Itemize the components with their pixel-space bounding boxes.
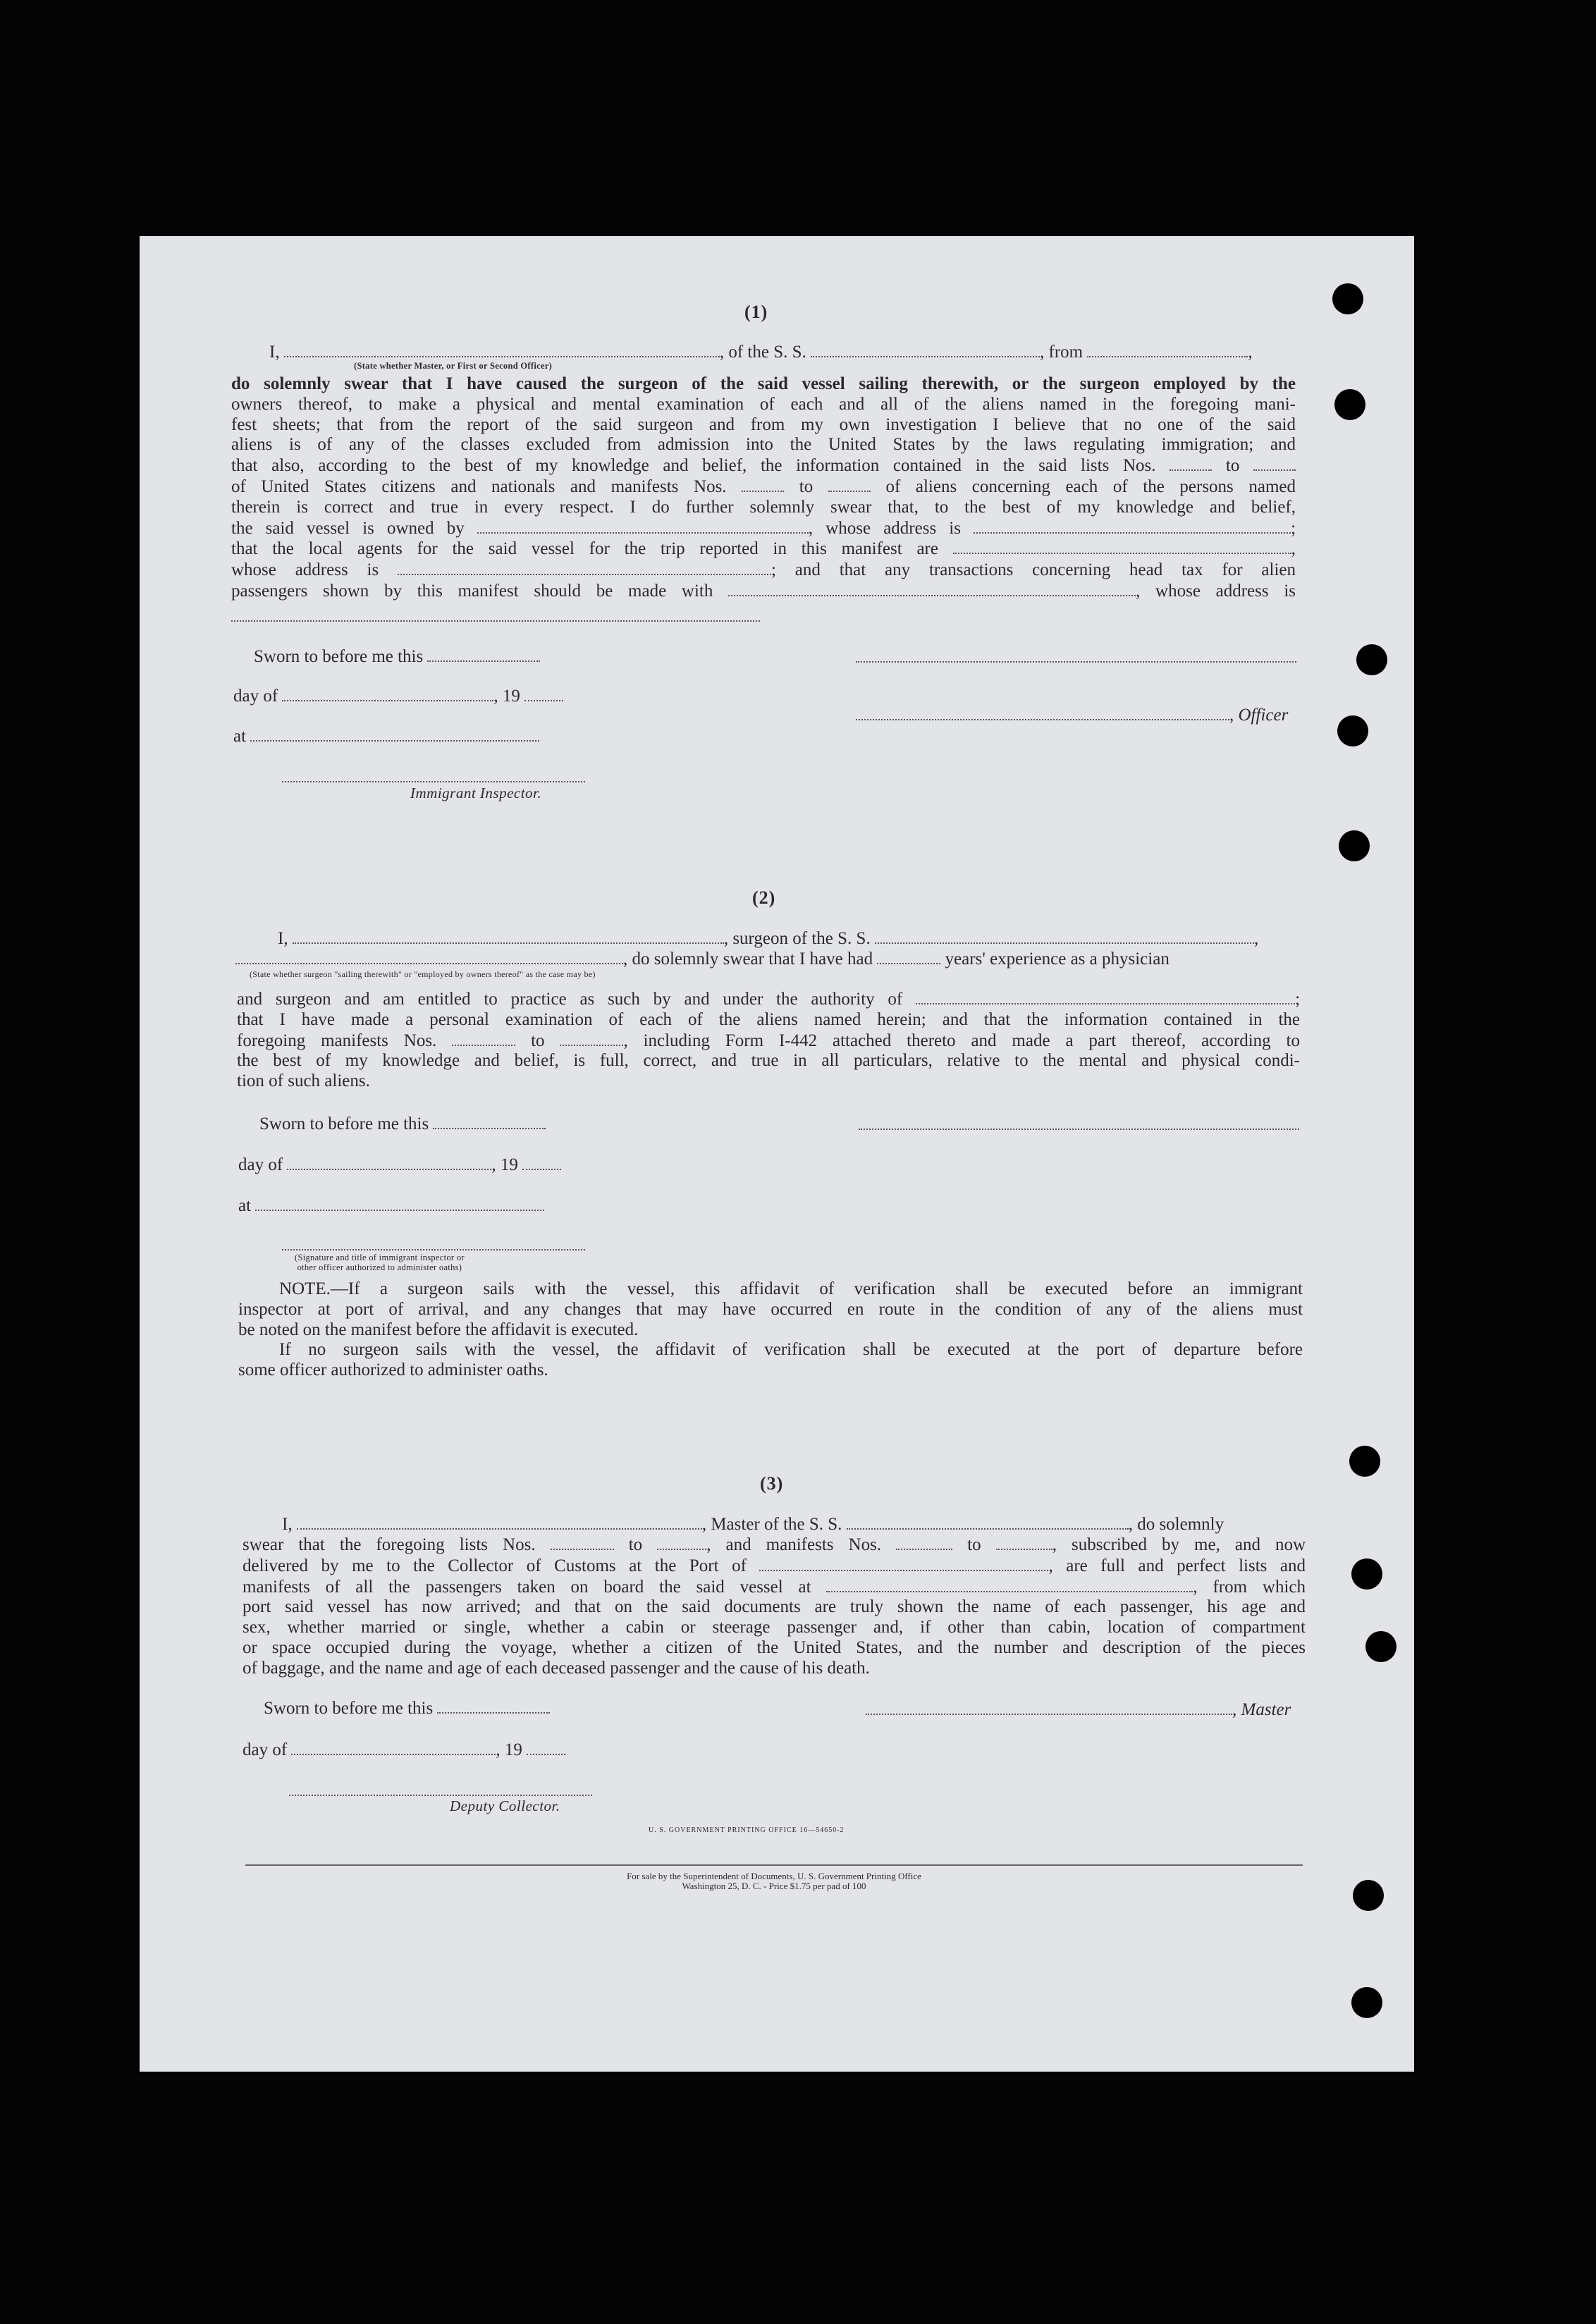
body-line (243, 1577, 1306, 1598)
signature-line[interactable] (856, 661, 1296, 663)
collector-signature-line[interactable] (289, 1795, 592, 1796)
body-line (231, 477, 1296, 498)
lists-from-field[interactable] (551, 1535, 614, 1550)
sworn-day-field[interactable] (433, 1114, 546, 1129)
body-text: , (1291, 539, 1296, 559)
body-text: , and manifests Nos. (706, 1535, 882, 1554)
body-line: of baggage, and the name and age of each deceased passenger and the cause of his death. (243, 1658, 870, 1678)
of-ss-label: , of the S. S. (719, 343, 806, 362)
surgeon-name-field[interactable] (293, 928, 724, 944)
note-line: NOTE.—If a surgeon sails with the vessel, this affidavit of verification shall be executed before an immigrant (279, 1279, 1303, 1298)
day-of-label: day of (238, 1155, 283, 1174)
vessel-name-field[interactable] (847, 1514, 1129, 1530)
punch-hole (1365, 1631, 1396, 1662)
punch-hole (1349, 1446, 1380, 1477)
place-field[interactable] (250, 726, 539, 742)
body-text: ; (1295, 990, 1301, 1009)
body-line (231, 455, 1296, 477)
inspector-signature-line[interactable] (282, 781, 585, 782)
body-line (231, 581, 1296, 602)
owner-field[interactable] (477, 518, 809, 534)
body-text: foregoing manifests Nos. (237, 1031, 437, 1050)
surgeon-caption: (State whether surgeon "sailing therewith" or "employed by owners thereof" as the case may be) (250, 969, 596, 979)
sworn-day-field[interactable] (437, 1698, 550, 1714)
body-text: the said vessel is owned by (231, 518, 465, 538)
years-label: years' experience as a physician (945, 949, 1170, 969)
officer-caption: (State whether Master, or First or Second Officer) (354, 361, 553, 371)
manifests-from-field[interactable] (896, 1535, 952, 1550)
body-text: ; (1291, 518, 1296, 538)
body-line: do solemnly swear that I have caused the surgeon of the said vessel sailing therewith, or the surgeon employed by the (231, 374, 1296, 393)
do-solemnly-label: , do solemnly (1128, 1515, 1224, 1534)
punch-hole (1334, 389, 1365, 420)
head-tax-party-field[interactable] (728, 581, 1136, 596)
section-2-body (237, 989, 1300, 1092)
section-1-number: (1) (744, 302, 768, 322)
caption-line: other officer authorized to administer oaths) (297, 1262, 462, 1272)
officer-name-field[interactable] (284, 342, 720, 357)
body-text: that also, according to the best of my knowledge and belief, the information contained in the said lists Nos. (231, 456, 1156, 476)
body-text: ; and that any transactions concerning head tax for alien (771, 560, 1296, 580)
month-field[interactable] (287, 1155, 491, 1170)
body-line (243, 1535, 1306, 1556)
from-label: , from (1040, 343, 1084, 362)
punch-hole (1353, 1880, 1384, 1911)
lists-to-field[interactable] (1253, 455, 1296, 471)
officer-signature-line (856, 705, 1288, 725)
at-label: at (238, 1196, 252, 1215)
from-port-field[interactable] (1087, 342, 1248, 357)
punch-hole (1332, 283, 1363, 314)
gpo-imprint: U. S. GOVERNMENT PRINTING OFFICE 16—54650-2 (649, 1826, 845, 1834)
signature-caption (295, 1253, 465, 1272)
at-line-2 (238, 1195, 544, 1216)
year-field[interactable] (527, 1740, 565, 1755)
form-page (140, 236, 1414, 2072)
punch-hole (1337, 715, 1368, 746)
to-label: to (531, 1031, 545, 1050)
years-experience-field[interactable] (877, 949, 940, 964)
body-line: owners thereof, to make a physical and mental examination of each and all of the aliens named in the foregoing mani- (231, 394, 1296, 414)
officer-signature-field[interactable] (856, 705, 1229, 720)
section-1-oath-line (269, 342, 1253, 362)
body-line (237, 989, 1300, 1010)
body-text: and surgeon and am entitled to practice as such by and under the authority of (237, 990, 903, 1009)
body-text: whose address is (231, 560, 379, 580)
port-field[interactable] (759, 1556, 1048, 1571)
body-text: of United States citizens and nationals and manifests Nos. (231, 477, 727, 496)
sworn-label: Sworn to before me this (259, 1114, 429, 1133)
official-signature-line[interactable] (282, 1249, 585, 1250)
vessel-name-field[interactable] (875, 928, 1254, 944)
body-line (237, 1031, 1300, 1052)
body-line: therein is correct and true in every respect. I do further solemnly swear that, to the best of my knowledge and belief, (231, 497, 1296, 517)
day-of-line-3 (243, 1740, 565, 1760)
section-2-oath-line (278, 928, 1258, 949)
note-line: some officer authorized to administer oaths. (238, 1360, 548, 1380)
body-text: manifests of all the passengers taken on board the said vessel at (243, 1577, 811, 1597)
body-line: fest sheets; that from the report of the said surgeon and from my own investigation I believe that no one of the said (231, 414, 1296, 434)
section-3-oath-line (282, 1514, 1224, 1535)
lists-from-field[interactable] (1170, 455, 1212, 471)
body-text: of aliens concerning each of the persons named (885, 477, 1296, 496)
body-text: passengers shown by this manifest should be made with (231, 581, 713, 601)
lists-to-field[interactable] (657, 1535, 706, 1550)
sworn-label: Sworn to before me this (264, 1699, 434, 1718)
to-label: to (967, 1535, 981, 1554)
agents-field[interactable] (953, 539, 1291, 554)
punch-hole (1339, 830, 1370, 861)
to-label: to (1225, 456, 1240, 476)
sworn-line-3 (264, 1698, 550, 1719)
agents-address-field[interactable] (398, 560, 771, 575)
comma: , (1253, 929, 1259, 948)
manifests-to-field[interactable] (560, 1031, 623, 1046)
day-of-label: day of (233, 687, 278, 706)
surgeon-of-label: , surgeon of the S. S. (723, 929, 871, 948)
year-prefix: , 19 (493, 687, 520, 706)
body-text: , including Form I-442 attached thereto and made a part thereof, according to (623, 1031, 1301, 1050)
body-line (231, 560, 1296, 581)
officer-label: , Officer (1229, 706, 1289, 725)
sale-notice (492, 1871, 1056, 1891)
master-signature-field[interactable] (866, 1699, 1232, 1715)
day-of-label: day of (243, 1740, 288, 1759)
sale-line: Washington 25, D. C. - Price $1.75 per pad of 100 (682, 1881, 866, 1891)
note-paragraph (238, 1279, 1303, 1381)
year-prefix: , 19 (496, 1740, 522, 1759)
note-line: inspector at port of arrival, and any changes that may have occurred en route in the condition of any of the aliens must (238, 1299, 1303, 1319)
to-label: to (799, 477, 814, 496)
year-field[interactable] (522, 1155, 561, 1170)
section-3-number: (3) (760, 1473, 784, 1494)
manifests-from-field[interactable] (742, 477, 784, 492)
manifests-to-field[interactable] (996, 1535, 1052, 1550)
master-of-label: , Master of the S. S. (701, 1515, 842, 1534)
body-line: port said vessel has now arrived; and that on the said documents are truly shown the name of each passenger, his age and (243, 1597, 1306, 1617)
at-line-1 (233, 726, 539, 746)
year-prefix: , 19 (491, 1155, 518, 1174)
punch-hole (1351, 1987, 1382, 2018)
manifests-from-field[interactable] (452, 1031, 515, 1046)
master-signature-line (866, 1699, 1291, 1720)
sworn-line-1 (254, 646, 540, 667)
note-line: If no surgeon sails with the vessel, the affidavit of verification shall be executed at the port of departure before (279, 1340, 1303, 1360)
section-2-years-line (235, 949, 1170, 969)
body-text: swear that the foregoing lists Nos. (243, 1535, 536, 1554)
surgeon-type-field[interactable] (235, 949, 623, 964)
body-line: the best of my knowledge and belief, is full, correct, and true in all particulars, relative to the mental and physical condi- (237, 1051, 1300, 1071)
section-1-body (231, 374, 1296, 602)
body-line: tion of such aliens. (237, 1071, 370, 1091)
sworn-line-2 (259, 1114, 546, 1134)
sale-line: For sale by the Superintendent of Documents, U. S. Government Printing Office (627, 1871, 921, 1881)
day-of-line-1 (233, 686, 563, 706)
master-label: , Master (1232, 1700, 1291, 1719)
oath-i: I, (282, 1515, 293, 1534)
authority-field[interactable] (916, 989, 1295, 1004)
to-label: to (628, 1535, 643, 1554)
body-text: , whose address is (1136, 581, 1296, 601)
body-text: , are full and perfect lists and (1048, 1556, 1306, 1575)
body-line: or space occupied during the voyage, whether a citizen of the United States, and the number and description of the pieces (243, 1637, 1306, 1657)
month-field[interactable] (282, 686, 493, 701)
body-line: aliens is of any of the classes excluded from admission into the United States by the laws regulating immigration; and (231, 435, 1296, 455)
owner-address-field[interactable] (974, 518, 1291, 534)
section-2-number: (2) (752, 887, 776, 908)
address-continuation-line[interactable] (231, 620, 760, 622)
sworn-day-field[interactable] (427, 646, 540, 662)
deputy-collector-label: Deputy Collector. (450, 1797, 560, 1814)
body-text: , subscribed by me, and now (1052, 1535, 1306, 1554)
oath-i: I, (269, 343, 280, 362)
footer-rule (245, 1864, 1303, 1866)
body-line: that I have made a personal examination of each of the aliens named herein; and that the information contained in the (237, 1009, 1300, 1029)
year-field[interactable] (524, 686, 563, 701)
body-line (231, 539, 1296, 560)
body-text: , from which (1193, 1577, 1306, 1597)
section-3-body (243, 1535, 1306, 1679)
immigrant-inspector-label: Immigrant Inspector. (410, 785, 542, 801)
month-field[interactable] (291, 1740, 496, 1755)
master-name-field[interactable] (297, 1514, 702, 1530)
body-text: delivered by me to the Collector of Customs at the Port of (243, 1556, 747, 1575)
body-text: , whose address is (808, 518, 961, 538)
punch-hole (1351, 1558, 1382, 1590)
body-line (231, 518, 1296, 539)
note-line: be noted on the manifest before the affidavit is executed. (238, 1320, 639, 1339)
day-of-line-2 (238, 1155, 561, 1175)
punch-hole (1356, 644, 1387, 675)
sworn-label: Sworn to before me this (254, 647, 424, 666)
comma: , (1248, 343, 1253, 362)
oath-i: I, (278, 929, 288, 948)
manifests-to-field[interactable] (828, 477, 871, 492)
swear-label: , do solemnly swear that I have had (623, 949, 873, 969)
caption-line: (Signature and title of immigrant inspector or (295, 1253, 465, 1262)
body-line (243, 1556, 1306, 1577)
vessel-name-field[interactable] (811, 342, 1040, 357)
body-line: sex, whether married or single, whether a cabin or steerage passenger and, if other than cabin, location of compartment (243, 1618, 1306, 1637)
body-text: that the local agents for the said vessel for the trip reported in this manifest are (231, 539, 938, 559)
at-label: at (233, 727, 247, 746)
place-field[interactable] (255, 1195, 544, 1211)
embark-port-field[interactable] (826, 1577, 1193, 1592)
surgeon-signature-line[interactable] (859, 1129, 1299, 1130)
